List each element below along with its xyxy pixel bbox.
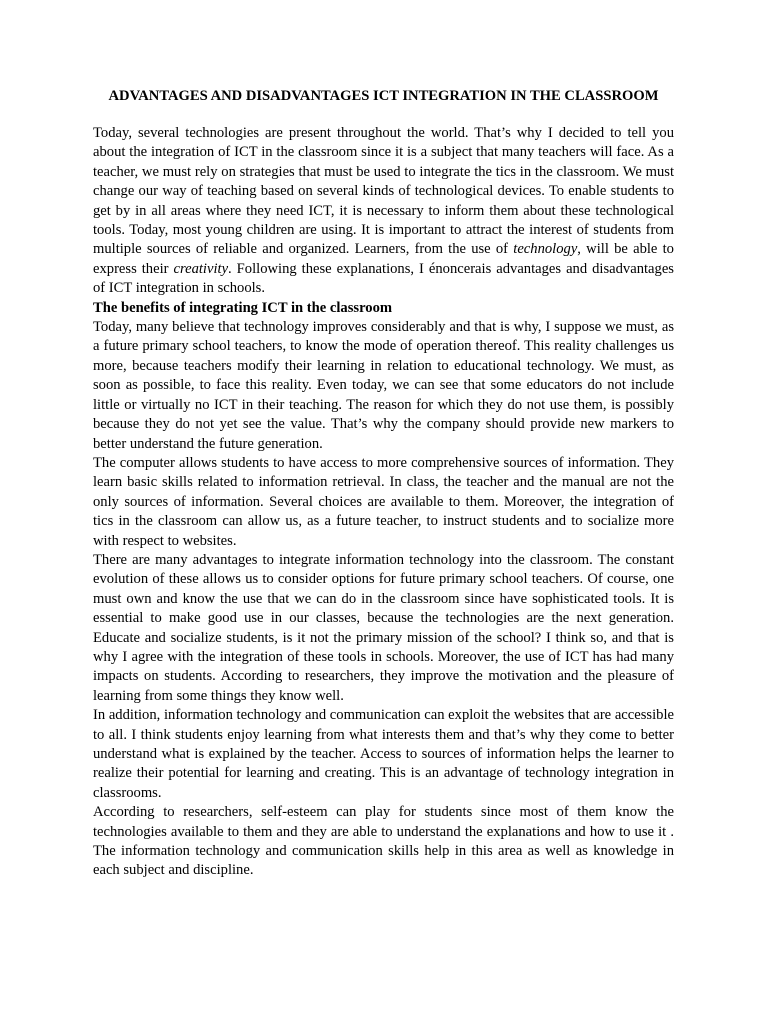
intro-emphasis-technology: technology — [513, 241, 578, 258]
body-paragraph: According to researchers, self-esteem can play for students since most of them know the technologies available to them and they are able to understand the explanations and how to use it . The information technology and communication skills help in this area as well as knowledge in each subject and discipline. — [93, 804, 674, 879]
section-heading: The benefits of integrating ICT in the classroom — [93, 299, 393, 316]
body-paragraph: There are many advantages to integrate information technology into the classroom. The constant evolution of these allows us to consider options for future primary school teachers. Of course, one must own and know the use that we can do in the classroom since have sophisticated tools. It is essential to make good use in our classes, because the technologies are the next generation. Educate and socialize students, is it not the primary mission of the school? I think so, and that is why I agree with the integration of these tools in schools. Moreover, the use of ICT has had many impacts on students. According to researchers, they improve the motivation and the pleasure of learning from some things they know well. — [93, 551, 674, 704]
intro-text-3: . Following these explanations, I énoncerais advantages and disadvantages of ICT integration in schools. — [93, 260, 674, 297]
body-paragraph: In addition, information technology and communication can exploit the websites that are accessible to all. I think students enjoy learning from what interests them and that’s why they come to better understand what is explained by the teacher. Access to sources of information helps the learner to realize their potential for learning and creating. This is an advantage of technology integration in classrooms. — [93, 707, 674, 801]
intro-text-2: , will be able to express their — [93, 241, 674, 277]
intro-text-1: Today, several technologies are present throughout the world. That’s why I decided to tell you about the integration of ICT in the classroom since it is a subject that many teachers will face. As a teacher, we must rely on strategies that must be used to integrate the tics in the classroom. We must change our way of teaching based on several kinds of technological devices. To enable students to get by in all areas where they need ICT, it is necessary to inform them about these technological tools. Today, most young children are using. It is important to attract the interest of students from multiple sources of reliable and organized. Learners, from the use of — [93, 125, 674, 258]
body-paragraph: Today, many believe that technology improves considerably and that is why, I suppose we must, as a future primary school teachers, to know the mode of operation thereof. This reality challenges us more, because teachers modify their learning in relation to educational technology. We must, as soon as possible, to face this reality. Even today, we can see that some educators do not include little or virtually no ICT in their teaching. The reason for which they do not use them, is possibly because they do not yet see the value. That’s why the company should provide new markers to better understand the future generation. — [93, 319, 674, 452]
document-title: ADVANTAGES AND DISADVANTAGES ICT INTEGRATION IN THE CLASSROOM — [108, 88, 659, 104]
document-page — [93, 86, 674, 881]
body-paragraph: The computer allows students to have access to more comprehensive sources of information. They learn basic skills related to information retrieval. In class, the teacher and the manual are not the only sources of information. Several choices are available to them. Moreover, the integration of tics in the classroom can allow us, as a future teacher, to instruct students and to socialize more with respect to websites. — [93, 454, 674, 549]
intro-paragraph — [93, 124, 674, 299]
intro-emphasis-creativity: creativity — [173, 260, 229, 277]
